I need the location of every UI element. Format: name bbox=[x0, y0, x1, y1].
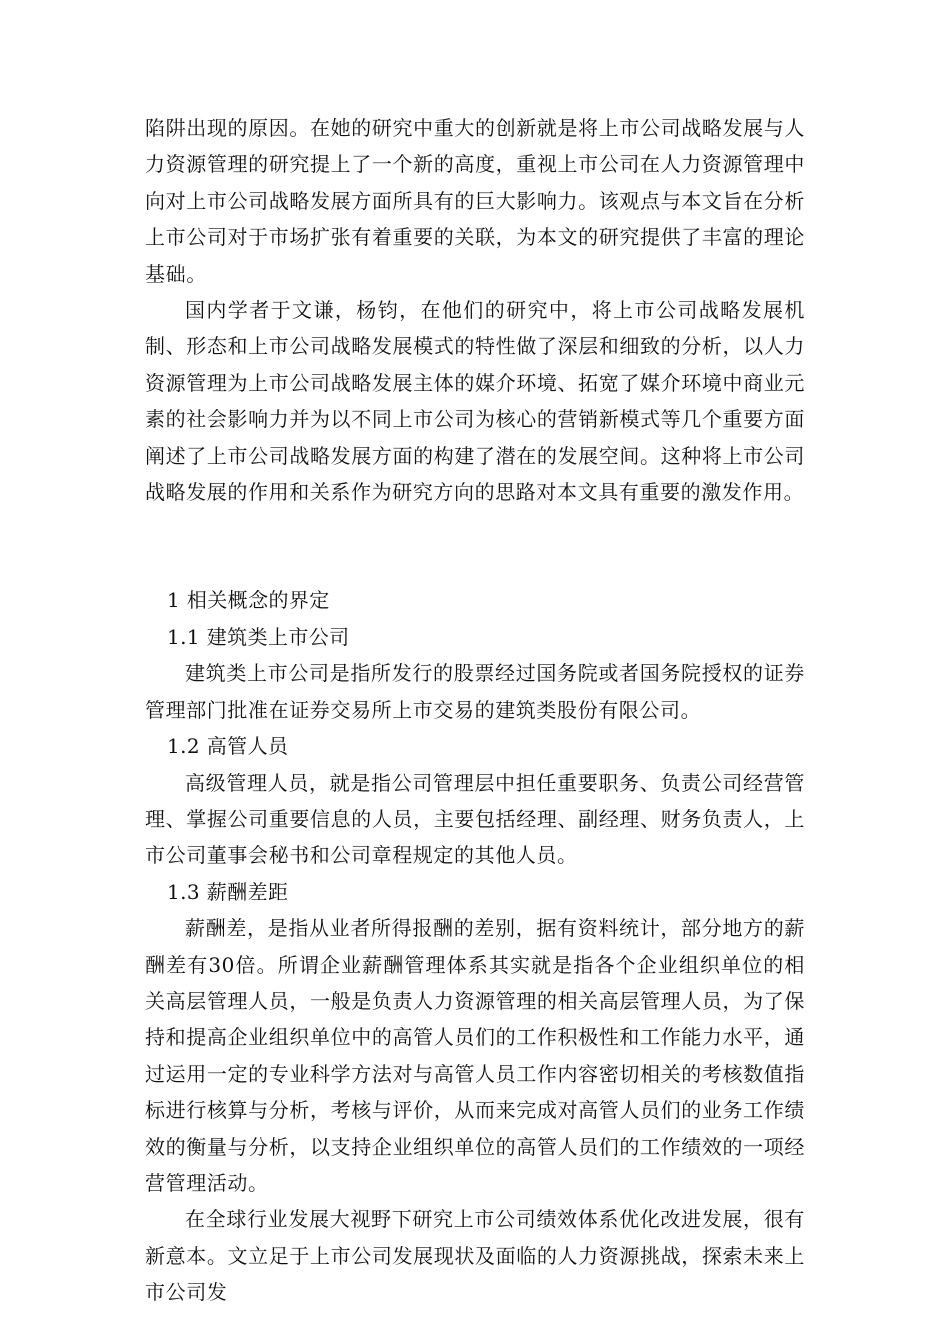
paragraph-continuation: 陷阱出现的原因。在她的研究中重大的创新就是将上市公司战略发展与人力资源管理的研究提上了一个新的高度，重视上市公司在人力资源管理中向对上市公司战略发展方面所具有的巨大影响力。该观点与本文旨在分析上市公司对于市场扩张有着重要的关联，为本文的研究提供了丰富的理论基础。 bbox=[145, 116, 805, 286]
subsection-heading-1-1: 1.1 建筑类上市公司 bbox=[167, 624, 350, 649]
document-page bbox=[145, 110, 805, 1311]
paragraph-domestic-scholars: 国内学者于文谦，杨钧，在他们的研究中，将上市公司战略发展机制、形态和上市公司战略发展模式的特性做了深层和细致的分析，以人力资源管理为上市公司战略发展主体的媒介环境、拓宽了媒介环境中商业元素的社会影响力并为以不同上市公司为核心的营销新模式等几个重要方面阐述了上市公司战略发展方面的构建了潜在的发展空间。这种将上市公司战略发展的作用和关系作为研究方向的思路对本文具有重要的激发作用。 bbox=[145, 298, 805, 505]
subsection-heading-1-3: 1.3 薪酬差距 bbox=[167, 879, 289, 904]
section-heading-1: 1 相关概念的界定 bbox=[167, 588, 330, 613]
paragraph-executive-definition: 高级管理人员，就是指公司管理层中担任重要职务、负责公司经营管理、掌握公司重要信息的人员，主要包括经理、副经理、财务负责人，上市公司董事会秘书和公司章程规定的其他人员。 bbox=[145, 770, 805, 868]
paragraph-listed-company-definition: 建筑类上市公司是指所发行的股票经过国务院或者国务院授权的证券管理部门批准在证券交易所上市交易的建筑类股份有限公司。 bbox=[145, 661, 805, 722]
paragraph-salary-gap-definition: 薪酬差，是指从业者所得报酬的差别，据有资料统计，部分地方的薪酬差有30倍。所谓企业薪酬管理体系其实就是指各个企业组织单位的相关高层管理人员，一般是负责人力资源管理的相关高层管理人员，为了保持和提高企业组织单位中的高管人员们的工作积极性和工作能力水平，通过运用一定的专业科学方法对与高管人员工作内容密切相关的考核数值指标进行核算与分析，考核与评价，从而来完成对高管人员们的业务工作绩效的衡量与分析，以支持企业组织单位的高管人员们的工作绩效的一项经营管理活动。 bbox=[145, 916, 805, 1195]
paragraph-global-perspective: 在全球行业发展大视野下研究上市公司绩效体系优化改进发展，很有新意本。文立足于上市公司发展现状及面临的人力资源挑战，探索未来上市公司发 bbox=[145, 1207, 805, 1305]
section-gap bbox=[145, 510, 805, 582]
subsection-heading-1-2: 1.2 高管人员 bbox=[167, 734, 289, 759]
